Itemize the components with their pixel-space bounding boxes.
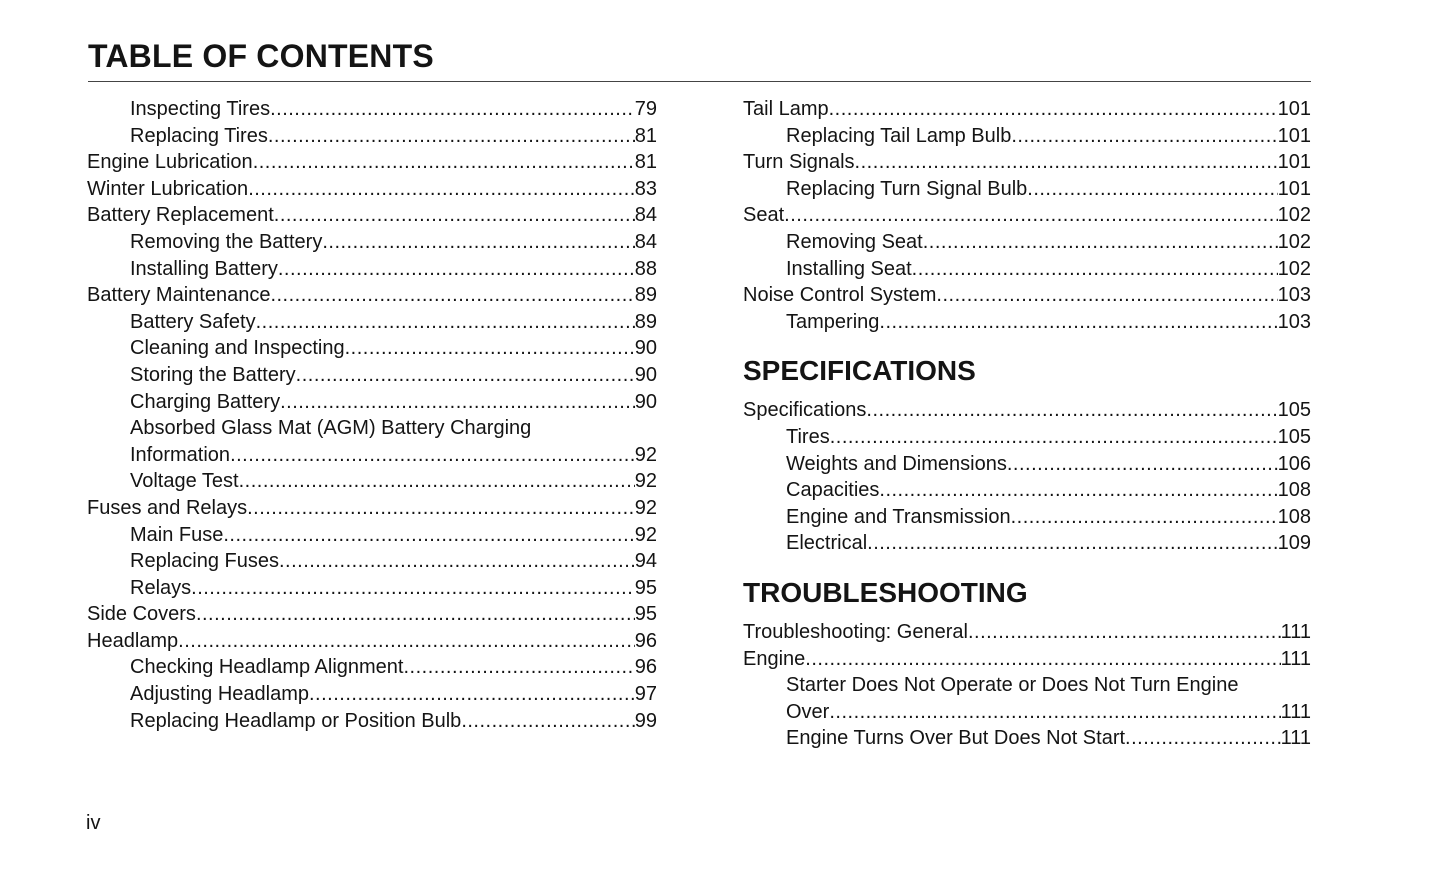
toc-entry-removing-the-battery[interactable] <box>87 229 657 256</box>
toc-entry-capacities[interactable] <box>743 477 1311 504</box>
dot-leader <box>256 309 635 336</box>
dot-leader <box>296 362 635 389</box>
toc-entry-page-number: 101 <box>1277 98 1311 120</box>
toc-entry-line <box>87 149 657 176</box>
toc-entry-label: Turn Signals <box>743 151 855 174</box>
toc-entry-label: Tail Lamp <box>743 98 829 120</box>
toc-entry-line <box>786 176 1311 203</box>
toc-entry-page-number: 89 <box>634 284 657 307</box>
toc-entry-turn-signals[interactable] <box>743 149 1311 176</box>
toc-entry-troubleshooting-general[interactable] <box>743 619 1311 646</box>
toc-right-top-list <box>743 96 1311 335</box>
page-title: TABLE OF CONTENTS <box>88 38 434 74</box>
toc-entry-page-number: 101 <box>1277 151 1311 174</box>
toc-entry-starter-does-not-operate-or-does-not-turn-engine[interactable] <box>743 672 1311 725</box>
dot-leader <box>239 468 635 495</box>
toc-entry-main-fuse[interactable] <box>87 522 657 549</box>
dot-leader <box>309 681 635 708</box>
section-heading-specifications[interactable]: SPECIFICATIONS <box>743 355 976 387</box>
toc-entry-engine[interactable] <box>743 646 1311 673</box>
toc-entry-label: Cleaning and Inspecting <box>130 337 345 360</box>
dot-leader <box>322 229 634 256</box>
toc-entry-page-number: 84 <box>634 204 657 227</box>
toc-entry-storing-the-battery[interactable] <box>87 362 657 389</box>
dot-leader <box>968 619 1281 646</box>
toc-entry-checking-headlamp-alignment[interactable] <box>87 654 657 681</box>
toc-entry-inspecting-tires[interactable] <box>87 96 657 123</box>
toc-entry-label: Engine Lubrication <box>87 151 253 174</box>
toc-entry-page-number: 90 <box>634 390 657 413</box>
toc-entry-page-number: 81 <box>634 151 657 174</box>
dot-leader <box>248 176 635 203</box>
toc-entry-label: Engine and Transmission <box>786 505 1011 528</box>
toc-entry-weights-and-dimensions[interactable] <box>743 451 1311 478</box>
toc-entry-label: Electrical <box>786 532 868 555</box>
dot-leader <box>404 654 635 681</box>
toc-entry-label: Battery Replacement <box>87 204 274 227</box>
toc-entry-line <box>87 202 657 229</box>
toc-entry-installing-seat[interactable] <box>743 256 1311 283</box>
dot-leader <box>1125 725 1281 752</box>
toc-entry-label: Tampering <box>786 310 880 333</box>
toc-entry-voltage-test[interactable] <box>87 468 657 495</box>
toc-entry-page-number: 81 <box>634 124 657 147</box>
toc-entry-page-number: 83 <box>634 177 657 200</box>
toc-right-column <box>743 96 1311 752</box>
toc-entry-page-number: 103 <box>1277 310 1311 333</box>
toc-entry-page-number: 108 <box>1277 479 1311 502</box>
toc-entry-label: Side Covers <box>87 603 196 626</box>
toc-entry-page-number: 96 <box>634 656 657 679</box>
toc-entry-page-number: 105 <box>1277 399 1311 422</box>
dot-leader <box>345 335 635 362</box>
toc-entry-page-number: 111 <box>1280 700 1311 723</box>
toc-entry-line <box>786 451 1311 478</box>
toc-entry-page-number: 102 <box>1277 257 1311 280</box>
dot-leader <box>829 699 1280 726</box>
toc-entry-replacing-tail-lamp-bulb[interactable] <box>743 123 1311 150</box>
dot-leader <box>879 309 1277 336</box>
toc-entry-tires[interactable] <box>743 424 1311 451</box>
toc-entry-line <box>786 424 1311 451</box>
toc-entry-label: Seat <box>743 204 785 227</box>
dot-leader <box>867 530 1277 557</box>
toc-entry-battery-safety[interactable] <box>87 309 657 336</box>
toc-entry-page-number: 101 <box>1277 124 1311 147</box>
toc-entry-page-number: 101 <box>1277 177 1311 200</box>
toc-entry-label: Replacing Tail Lamp Bulb <box>786 124 1012 147</box>
toc-entry-label: Capacities <box>786 479 880 502</box>
toc-entry-line <box>786 477 1311 504</box>
dot-leader <box>912 256 1278 283</box>
dot-leader <box>247 495 635 522</box>
toc-entry-line <box>87 282 657 309</box>
toc-entry-page-number: 92 <box>634 443 657 466</box>
toc-entry-replacing-turn-signal-bulb[interactable] <box>743 176 1311 203</box>
dot-leader <box>270 96 635 123</box>
toc-entry-line <box>130 522 657 549</box>
dot-leader <box>829 96 1278 123</box>
toc-entry-label: Checking Headlamp Alignment <box>130 656 404 679</box>
dot-leader <box>1007 451 1278 478</box>
dot-leader <box>461 708 634 735</box>
toc-entry-seat[interactable] <box>743 202 1311 229</box>
toc-entry-label: Noise Control System <box>743 284 937 307</box>
toc-entry-replacing-fuses[interactable] <box>87 548 657 575</box>
toc-entry-relays[interactable] <box>87 575 657 602</box>
toc-entry-line <box>786 725 1311 752</box>
dot-leader <box>830 424 1278 451</box>
toc-entry-line <box>130 309 657 336</box>
toc-entry-page-number: 90 <box>634 363 657 386</box>
toc-entry-line <box>130 123 657 150</box>
toc-entry-replacing-tires[interactable] <box>87 123 657 150</box>
toc-entry-line <box>130 654 657 681</box>
toc-entry-label: Charging Battery <box>130 390 281 413</box>
toc-entry-page-number: 88 <box>634 257 657 280</box>
toc-entry-noise-control-system[interactable] <box>743 282 1311 309</box>
toc-entry-line-wrapped <box>130 415 657 442</box>
toc-entry-line <box>130 548 657 575</box>
toc-entry-page-number: 90 <box>634 337 657 360</box>
toc-entry-line <box>743 397 1311 424</box>
toc-entry-fuses-and-relays[interactable] <box>87 495 657 522</box>
toc-entry-label: Removing the Battery <box>130 230 323 253</box>
toc-entry-cleaning-and-inspecting[interactable] <box>87 335 657 362</box>
toc-entry-label: Absorbed Glass Mat (AGM) Battery Charging <box>130 417 532 440</box>
toc-entry-page-number: 94 <box>634 550 657 573</box>
toc-entry-label: Replacing Fuses <box>130 550 279 573</box>
toc-entry-line <box>130 575 657 602</box>
toc-entry-tampering[interactable] <box>743 309 1311 336</box>
toc-specifications-list <box>743 397 1311 557</box>
toc-entry-engine-lubrication[interactable] <box>87 149 657 176</box>
toc-entry-engine-and-transmission[interactable] <box>743 504 1311 531</box>
dot-leader <box>230 442 635 469</box>
toc-entry-line <box>743 149 1311 176</box>
toc-entry-label: Battery Maintenance <box>87 284 271 307</box>
toc-entry-line <box>87 628 657 655</box>
toc-entry-line <box>130 256 657 283</box>
toc-entry-line <box>743 619 1311 646</box>
toc-entry-label: Information <box>130 443 231 466</box>
toc-entry-line <box>130 468 657 495</box>
toc-entry-page-number: 102 <box>1277 204 1311 227</box>
toc-entry-label: Engine <box>743 647 806 670</box>
toc-entry-charging-battery[interactable] <box>87 389 657 416</box>
toc-entry-page-number: 111 <box>1280 620 1311 643</box>
toc-entry-page-number: 95 <box>634 576 657 599</box>
toc-entry-page-number: 99 <box>634 709 657 732</box>
dot-leader <box>253 149 635 176</box>
toc-entry-line-wrapped <box>786 672 1311 699</box>
dot-leader <box>1011 504 1278 531</box>
toc-entry-label: Specifications <box>743 399 867 422</box>
toc-entry-label: Adjusting Headlamp <box>130 683 309 706</box>
toc-entry-page-number: 102 <box>1277 230 1311 253</box>
toc-entry-page-number: 89 <box>634 310 657 333</box>
toc-entry-line <box>130 681 657 708</box>
dot-leader <box>280 389 635 416</box>
dot-leader <box>1027 176 1277 203</box>
dot-leader <box>223 522 634 549</box>
toc-entry-winter-lubrication[interactable] <box>87 176 657 203</box>
dot-leader <box>1011 123 1277 150</box>
toc-entry-label: Winter Lubrication <box>87 177 249 200</box>
toc-entry-line <box>87 495 657 522</box>
dot-leader <box>855 149 1278 176</box>
toc-entry-replacing-headlamp-or-position-bulb[interactable] <box>87 708 657 735</box>
toc-entry-label: Main Fuse <box>130 523 224 546</box>
toc-entry-line <box>743 202 1311 229</box>
toc-entry-page-number: 105 <box>1277 425 1311 448</box>
dot-leader <box>784 202 1277 229</box>
toc-entry-line <box>743 282 1311 309</box>
toc-entry-page-number: 103 <box>1277 284 1311 307</box>
dot-leader <box>936 282 1277 309</box>
toc-entry-label: Voltage Test <box>130 470 239 493</box>
toc-entry-battery-replacement[interactable] <box>87 202 657 229</box>
toc-entry-label: Removing Seat <box>786 230 923 253</box>
toc-entry-label: Starter Does Not Operate or Does Not Turn Engine <box>786 674 1239 697</box>
toc-entry-line <box>130 96 657 123</box>
toc-entry-label: Headlamp <box>87 629 179 652</box>
toc-entry-label: Inspecting Tires <box>130 98 271 120</box>
dot-leader <box>279 548 635 575</box>
toc-entry-page-number: 108 <box>1277 505 1311 528</box>
title-divider <box>88 81 1311 82</box>
toc-entry-installing-battery[interactable] <box>87 256 657 283</box>
toc-entry-label: Installing Battery <box>130 257 278 280</box>
toc-entry-page-number: 96 <box>634 629 657 652</box>
dot-leader <box>270 282 634 309</box>
toc-entry-line <box>130 442 657 469</box>
toc-left-column <box>87 96 657 734</box>
toc-entry-page-number: 92 <box>634 523 657 546</box>
toc-entry-label: Replacing Headlamp or Position Bulb <box>130 709 462 732</box>
dot-leader <box>805 646 1280 673</box>
dot-leader <box>274 202 635 229</box>
toc-entry-engine-turns-over-but-does-not-start[interactable] <box>743 725 1311 752</box>
toc-entry-page-number: 97 <box>634 683 657 706</box>
toc-entry-absorbed-glass-mat-agm-battery-charging[interactable] <box>87 415 657 468</box>
toc-entry-label: Tires <box>786 425 830 448</box>
toc-entry-label: Fuses and Relays <box>87 496 248 519</box>
toc-entry-line <box>786 309 1311 336</box>
toc-entry-label: Relays <box>130 576 192 599</box>
toc-entry-label: Engine Turns Over But Does Not Start <box>786 727 1126 750</box>
toc-entry-line <box>87 176 657 203</box>
toc-entry-line <box>786 699 1311 726</box>
toc-entry-side-covers[interactable] <box>87 601 657 628</box>
toc-entry-line <box>786 229 1311 256</box>
dot-leader <box>196 601 635 628</box>
dot-leader <box>923 229 1278 256</box>
dot-leader <box>278 256 635 283</box>
toc-entry-line <box>130 362 657 389</box>
dot-leader <box>866 397 1277 424</box>
page-number: iv <box>86 812 101 834</box>
toc-entry-page-number: 84 <box>634 230 657 253</box>
toc-entry-label: Storing the Battery <box>130 363 296 386</box>
toc-entry-line <box>786 504 1311 531</box>
toc-entry-line <box>130 335 657 362</box>
toc-entry-line <box>743 96 1311 123</box>
toc-entry-headlamp[interactable] <box>87 628 657 655</box>
toc-entry-electrical[interactable] <box>743 530 1311 557</box>
toc-entry-tail-lamp[interactable] <box>743 96 1311 123</box>
toc-entry-page-number: 106 <box>1277 452 1311 475</box>
toc-entry-line <box>130 389 657 416</box>
toc-entry-page-number: 111 <box>1280 647 1311 670</box>
dot-leader <box>191 575 635 602</box>
toc-entry-label: Troubleshooting: General <box>743 620 968 643</box>
toc-entry-line <box>130 229 657 256</box>
toc-entry-adjusting-headlamp[interactable] <box>87 681 657 708</box>
toc-entry-battery-maintenance[interactable] <box>87 282 657 309</box>
toc-troubleshooting-list <box>743 619 1311 752</box>
toc-entry-label: Over <box>786 700 830 723</box>
toc-entry-label: Installing Seat <box>786 257 912 280</box>
toc-entry-page-number: 92 <box>634 470 657 493</box>
dot-leader <box>268 123 635 150</box>
toc-entry-line <box>786 256 1311 283</box>
toc-entry-line <box>743 646 1311 673</box>
toc-entry-line <box>87 601 657 628</box>
toc-entry-page-number: 95 <box>634 603 657 626</box>
dot-leader <box>178 628 635 655</box>
toc-entry-label: Replacing Tires <box>130 124 268 147</box>
toc-entry-line <box>786 530 1311 557</box>
toc-entry-page-number: 79 <box>634 98 657 120</box>
toc-entry-line <box>130 708 657 735</box>
toc-entry-label: Replacing Turn Signal Bulb <box>786 177 1028 200</box>
toc-entry-removing-seat[interactable] <box>743 229 1311 256</box>
toc-entry-line <box>786 123 1311 150</box>
dot-leader <box>879 477 1277 504</box>
toc-entry-specifications[interactable] <box>743 397 1311 424</box>
toc-entry-page-number: 111 <box>1280 727 1311 750</box>
section-heading-troubleshooting[interactable]: TROUBLESHOOTING <box>743 576 1028 608</box>
toc-entry-page-number: 109 <box>1277 532 1311 555</box>
toc-entry-page-number: 92 <box>634 496 657 519</box>
toc-entry-label: Weights and Dimensions <box>786 452 1007 475</box>
toc-entry-label: Battery Safety <box>130 310 256 333</box>
